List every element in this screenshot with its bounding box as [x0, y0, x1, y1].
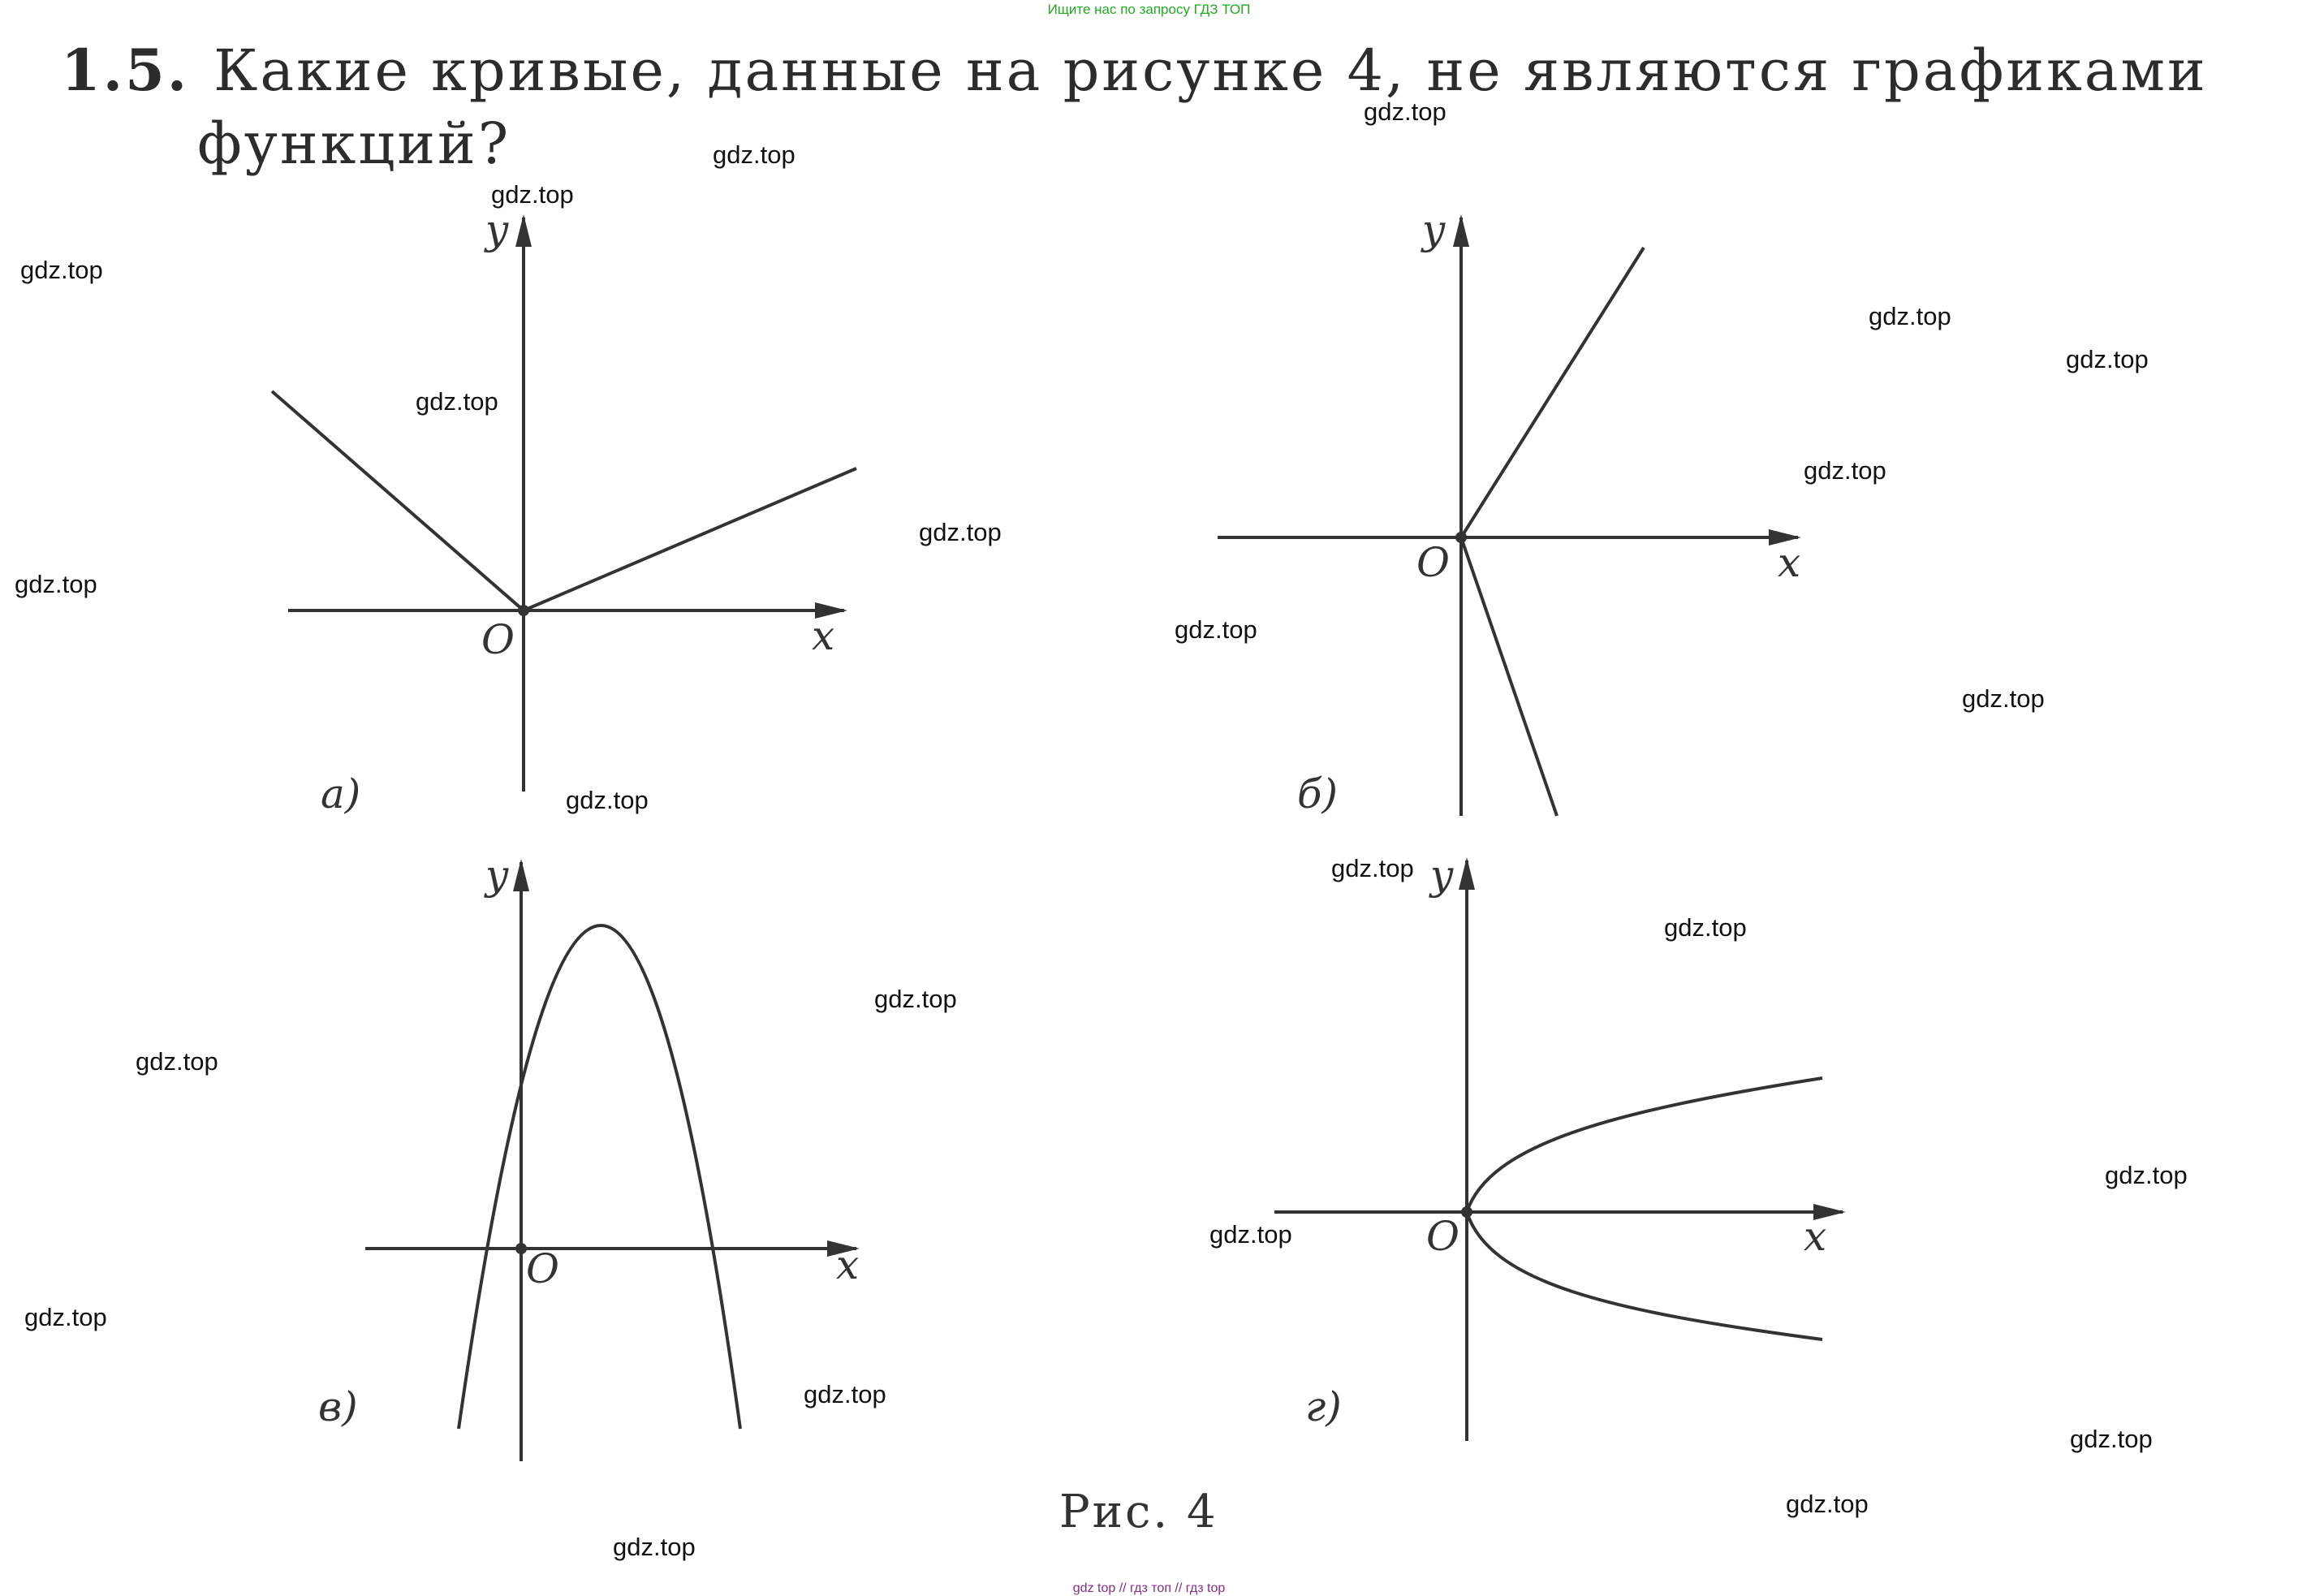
panel-g-curve-lower	[1467, 1212, 1822, 1339]
problem-text-line1: Какие кривые, данные на рисунке 4, не являются графиками	[213, 37, 2208, 104]
watermark: gdz.top	[1804, 456, 1886, 485]
watermark: gdz.top	[919, 518, 1002, 546]
panel-a-y-label: y	[485, 206, 509, 253]
watermark: gdz.top	[1869, 302, 1951, 330]
panel-b-x-label: x	[1778, 539, 1801, 586]
watermark: gdz.top	[1664, 913, 1747, 942]
panel-a	[272, 206, 856, 817]
panel-a-x-label: x	[812, 612, 835, 659]
watermark: gdz.top	[874, 985, 957, 1013]
watermark: gdz.top	[1962, 684, 2045, 713]
panel-b-origin-label: O	[1416, 539, 1450, 586]
watermark: gdz.top	[1209, 1220, 1292, 1249]
header-note: Ищите нас по запросу ГДЗ ТОП	[1047, 2, 1251, 17]
figure-caption: Рис. 4	[1059, 1486, 1218, 1538]
watermark: gdz.top	[2066, 345, 2149, 373]
watermark: gdz.top	[1331, 854, 1414, 882]
panel-g-origin-label: O	[1426, 1213, 1459, 1260]
panel-a-curve	[272, 391, 856, 610]
watermark: gdz.top	[136, 1047, 218, 1076]
panel-v-origin-label: O	[526, 1245, 559, 1292]
panel-v-label: в)	[318, 1383, 358, 1430]
panel-b-label: б)	[1297, 770, 1339, 817]
panel-b-origin-dot	[1455, 532, 1467, 543]
watermark: gdz.top	[491, 180, 574, 209]
watermark: gdz.top	[2105, 1161, 2188, 1189]
panel-g-x-label: x	[1804, 1213, 1827, 1260]
watermark: gdz.top	[1786, 1490, 1869, 1518]
panel-a-origin-label: O	[481, 616, 515, 663]
panel-g-label: г)	[1305, 1383, 1342, 1430]
watermark: gdz.top	[20, 256, 103, 284]
panel-b	[1218, 206, 1800, 817]
problem-text-line2: функций?	[197, 110, 511, 177]
watermark: gdz.top	[2070, 1425, 2153, 1453]
watermark: gdz.top	[613, 1533, 696, 1561]
watermark: gdz.top	[24, 1303, 107, 1331]
panel-v-x-label: x	[836, 1241, 860, 1288]
panel-a-label: а)	[321, 770, 361, 817]
watermark: gdz.top	[713, 140, 795, 169]
footer-links: gdz top // гдз топ // гдз top	[1072, 1581, 1226, 1595]
problem-number: 1.5.	[61, 37, 190, 104]
watermark: gdz.top	[566, 786, 649, 814]
watermark: gdz.top	[1175, 615, 1257, 644]
panel-v-y-label: y	[485, 852, 509, 899]
watermark: gdz.top	[1364, 97, 1446, 126]
panel-g-y-label: y	[1430, 852, 1454, 899]
panel-a-origin-dot	[518, 605, 529, 616]
panel-v-curve	[459, 925, 740, 1429]
panel-b-y-label: y	[1422, 206, 1446, 253]
panel-g-origin-dot	[1461, 1206, 1472, 1218]
panel-v-origin-dot	[515, 1243, 527, 1254]
panel-g	[1274, 852, 1843, 1441]
watermark: gdz.top	[15, 570, 97, 598]
panel-g-curve-upper	[1467, 1078, 1822, 1212]
panel-b-curve	[1461, 248, 1644, 816]
panel-v	[318, 852, 859, 1461]
watermark: gdz.top	[416, 387, 498, 416]
watermark: gdz.top	[804, 1380, 886, 1408]
